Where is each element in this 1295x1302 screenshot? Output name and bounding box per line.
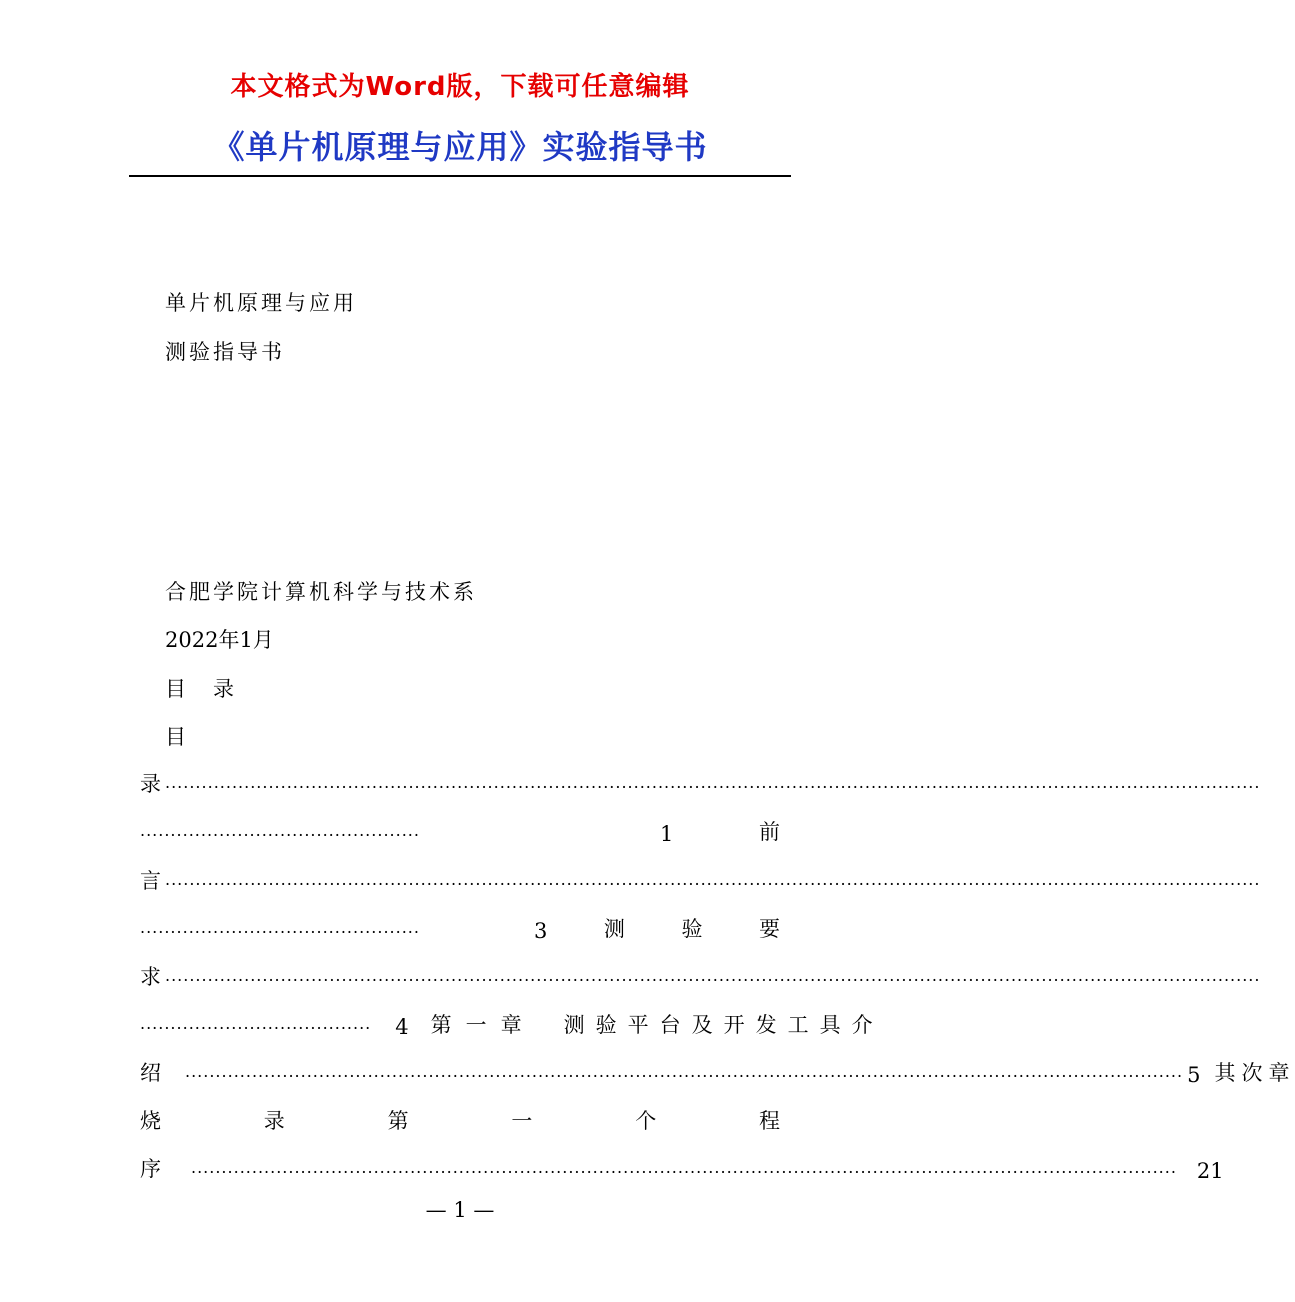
format-banner: 本文格式为Word版，下载可任意编辑	[230, 72, 690, 102]
toc-row	[140, 909, 780, 943]
toc-row	[140, 861, 1261, 895]
toc-entry-label: 求	[140, 965, 161, 989]
toc-entry-char: 要	[759, 917, 781, 941]
toc-page-number: 4	[395, 1015, 409, 1039]
toc-row	[140, 957, 1261, 991]
toc-row	[140, 764, 1261, 798]
toc-entry-label: 前	[759, 820, 780, 844]
cover-line-2: 测验指导书	[165, 340, 285, 364]
toc-leader-dots: ......................................	[140, 1014, 372, 1033]
toc-entry-char: 一	[511, 1109, 533, 1133]
toc-leader-dots: ....................................................................................................................................................................................	[165, 870, 1261, 889]
document-title: 《单片机原理与应用》实验指导书	[212, 128, 708, 166]
toc-row	[140, 1005, 884, 1039]
toc-leader-dots: ..............................................	[140, 918, 420, 937]
toc-page-number: 21	[1196, 1159, 1224, 1183]
toc-row	[140, 1149, 1224, 1183]
toc-leader-dots: ....................................................................................................................................................................................	[165, 966, 1261, 985]
toc-page-number: 5	[1187, 1063, 1201, 1087]
toc-leader-dots: ..............................................	[140, 821, 420, 840]
toc-entry-label: 绍	[140, 1061, 161, 1085]
date: 2022年1月	[165, 628, 274, 652]
cover-line-1: 单片机原理与应用	[165, 291, 357, 315]
toc-leader-dots: ..................................................................................................................................................................	[191, 1158, 1177, 1177]
toc-heading: 目 录	[165, 677, 237, 701]
toc-entry-char: 录	[263, 1109, 285, 1133]
toc-chapter: 其次章	[1214, 1061, 1295, 1085]
toc-page-number: 1	[659, 822, 674, 846]
toc-entry-char: 个	[635, 1109, 657, 1133]
toc-row	[140, 1101, 780, 1135]
toc-entry-char: 测	[603, 917, 625, 941]
toc-chapter: 第一章	[430, 1013, 536, 1037]
toc-leader-dots: ....................................................................................................................................................................	[185, 1062, 1184, 1081]
toc-entry-label: 序	[140, 1157, 161, 1181]
toc-entry-char: 验	[681, 917, 703, 941]
toc-row	[140, 812, 780, 846]
toc-page-number: 3	[533, 919, 548, 943]
toc-entry-char: 第	[387, 1109, 409, 1133]
toc-entry-label: 录	[140, 772, 161, 796]
toc-entry-char: 烧	[140, 1109, 161, 1133]
toc-row	[140, 1053, 1295, 1087]
department: 合肥学院计算机科学与技术系	[165, 580, 477, 604]
toc-leader-dots: ....................................................................................................................................................................................	[165, 773, 1261, 792]
toc-subheading: 目	[165, 725, 186, 749]
header-divider	[129, 175, 791, 177]
toc-entry-label: 测验平台及开发工具介	[563, 1013, 884, 1037]
toc-entry-label: 言	[140, 869, 161, 893]
toc-entry-char: 程	[758, 1109, 780, 1133]
page-number-footer: — 1 —	[425, 1198, 495, 1222]
